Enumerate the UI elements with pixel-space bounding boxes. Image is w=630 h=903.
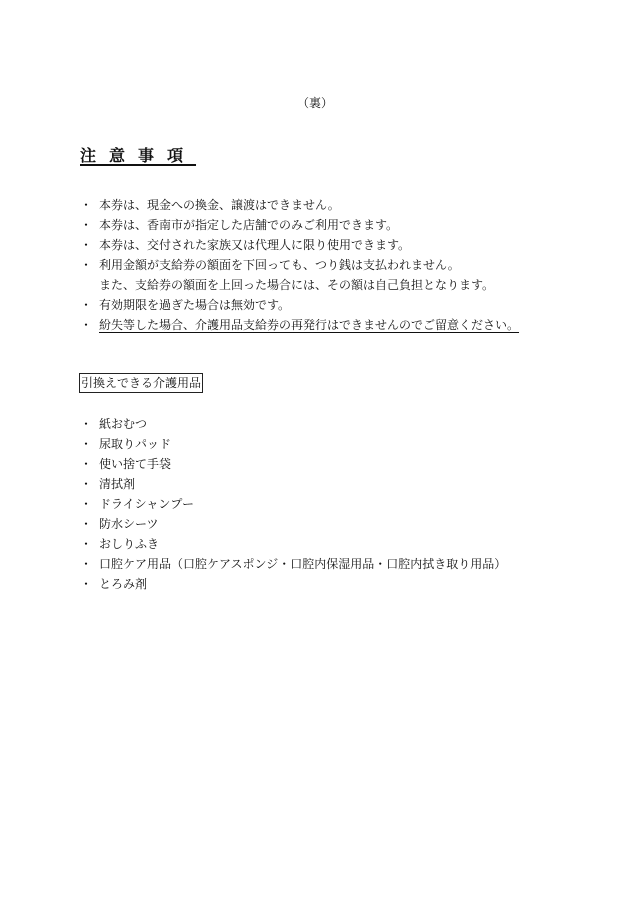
notice-text: 本券は、香南市が指定した店舗でのみご利用できます。 (99, 218, 399, 232)
notice-heading: 注意事項 (80, 146, 197, 165)
item-text: 口腔ケア用品（口腔ケアスポンジ・口腔内保湿用品・口腔内拭き取り用品） (99, 557, 507, 571)
bullet-mark: ・ (80, 477, 93, 491)
notice-text: 本券は、交付された家族又は代理人に限り使用できます。 (99, 238, 411, 252)
item-text: 清拭剤 (99, 477, 136, 491)
bullet-mark: ・ (80, 577, 93, 591)
list-item (80, 534, 506, 554)
notice-text-continued: また、支給券の額面を上回った場合には、その額は自己負担となります。 (99, 278, 495, 292)
bullet-mark: ・ (80, 557, 93, 571)
bullet-mark: ・ (80, 298, 93, 312)
item-text: ドライシャンプー (99, 497, 195, 511)
notice-text: 有効期限を過ぎた場合は無効です。 (99, 298, 291, 312)
bullet-mark: ・ (80, 238, 93, 252)
item-text: 使い捨て手袋 (99, 457, 172, 471)
item-text: 尿取りパッド (99, 437, 172, 451)
bullet-mark: ・ (80, 198, 93, 212)
bullet-mark: ・ (80, 517, 93, 531)
notice-text: 利用金額が支給券の額面を下回っても、つり銭は支払われません。 (99, 258, 460, 272)
list-item (80, 514, 506, 534)
notice-item (80, 195, 527, 215)
bullet-mark: ・ (80, 218, 93, 232)
list-item (80, 474, 506, 494)
list-item (80, 494, 506, 514)
notice-item (80, 235, 527, 255)
notice-text: 本券は、現金への換金、譲渡はできません。 (99, 198, 340, 212)
item-text: とろみ剤 (99, 577, 148, 591)
list-item (80, 414, 506, 434)
list-item (80, 574, 506, 594)
notice-item (80, 255, 527, 295)
exchangeable-items-heading: 引換えできる介護用品 (79, 373, 203, 393)
item-text: 防水シーツ (99, 517, 159, 531)
back-side-label: （裏） (296, 96, 333, 110)
exchangeable-items-list (80, 414, 506, 594)
list-item (80, 454, 506, 474)
notice-text-underlined: 紛失等した場合、介護用品支給券の再発行はできませんのでご留意ください。 (99, 318, 520, 332)
bullet-mark: ・ (80, 537, 93, 551)
notice-item (80, 295, 527, 315)
bullet-mark: ・ (80, 457, 93, 471)
notice-item (80, 215, 527, 235)
notice-list (80, 195, 527, 335)
bullet-mark: ・ (80, 258, 93, 272)
bullet-mark: ・ (80, 497, 93, 511)
bullet-mark: ・ (80, 318, 93, 332)
bullet-mark: ・ (80, 437, 93, 451)
list-item (80, 434, 506, 454)
list-item (80, 554, 506, 574)
notice-item (80, 315, 527, 335)
item-text: 紙おむつ (99, 417, 148, 431)
item-text: おしりふき (99, 537, 160, 551)
bullet-mark: ・ (80, 417, 93, 431)
